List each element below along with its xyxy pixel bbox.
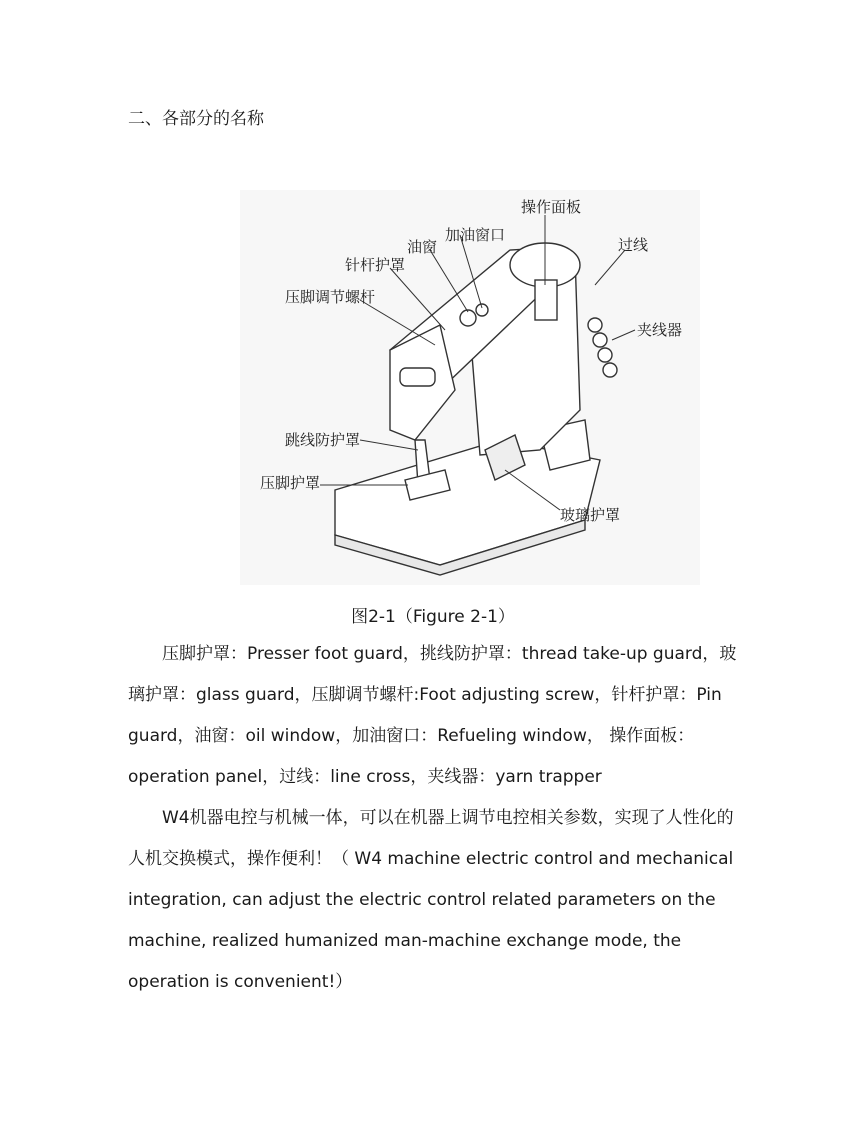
label-refueling-window: 加油窗口 bbox=[445, 226, 506, 244]
sewing-machine-diagram bbox=[240, 190, 700, 585]
label-foot-adjusting-screw: 压脚调节螺杆 bbox=[285, 288, 376, 306]
description-paragraph: W4机器电控与机械一体，可以在机器上调节电控相关参数，实现了人性化的人机交换模式，操作便利！（ W4 machine electric control and mechanical integration, can adjust the electric control related parameters on the machine, realized humanized man-machine exchange mode, the operation is convenient!） bbox=[128, 808, 734, 992]
parts-paragraph: 压脚护罩：Presser foot guard，挑线防护罩：thread take-up guard，玻璃护罩：glass guard，压脚调节螺杆:Foot adjusting screw，针杆护罩：Pin guard，油窗：oil window，加油窗口：Refueling window， 操作面板：operation panel，过线：line cross，夹线器：yarn trapper bbox=[128, 644, 737, 787]
label-line-cross: 过线 bbox=[618, 236, 649, 254]
tension-knob-3 bbox=[598, 348, 612, 362]
tension-knob-2 bbox=[593, 333, 607, 347]
tension-knob-1 bbox=[588, 318, 602, 332]
tension-knob-4 bbox=[603, 363, 617, 377]
label-operation-panel: 操作面板 bbox=[521, 198, 582, 216]
label-yarn-trapper: 夹线器 bbox=[637, 321, 683, 339]
figure-caption: 图2-1（Figure 2-1） bbox=[351, 607, 515, 627]
sewing-machine-figure bbox=[240, 190, 700, 585]
label-presser-foot-guard: 压脚护罩 bbox=[260, 474, 321, 492]
refueling-window-part bbox=[476, 304, 488, 316]
oil-window-part bbox=[460, 310, 476, 326]
label-thread-takeup-guard: 跳线防护罩 bbox=[285, 431, 361, 449]
section-heading: 二、各部分的名称 bbox=[128, 109, 264, 129]
operation-panel-part bbox=[535, 280, 557, 320]
head-badge bbox=[400, 368, 435, 386]
label-oil-window: 油窗 bbox=[407, 238, 438, 256]
label-pin-guard: 针杆护罩 bbox=[345, 256, 406, 274]
label-glass-guard: 玻璃护罩 bbox=[560, 506, 621, 524]
